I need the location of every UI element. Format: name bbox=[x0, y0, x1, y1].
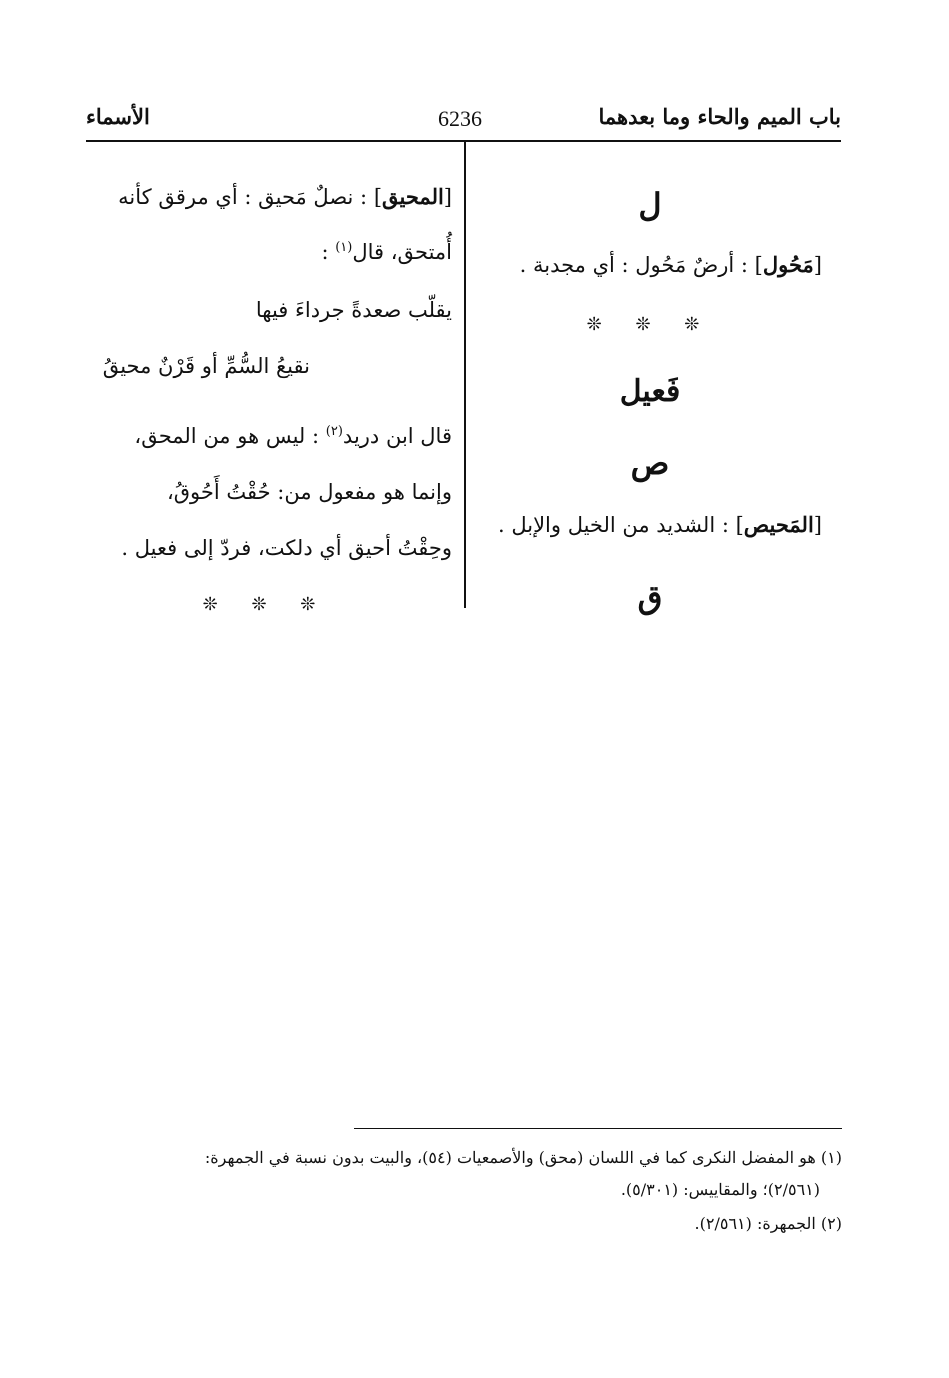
verse-line-2: نقيعُ السُّمِّ أو قَرْنٌ محيقُ bbox=[102, 354, 310, 378]
page-header bbox=[86, 104, 841, 140]
text-line: وحِقْتُ أحيق أي دلكت، فردّ إلى فعيل . bbox=[121, 536, 452, 560]
verse-line-1: يقلّب صعدةً جرداءَ فيها bbox=[255, 298, 452, 322]
form-heading: فَعيل bbox=[619, 374, 681, 409]
letter-sad-heading: ص bbox=[630, 444, 670, 482]
footnote-ref: (٢) bbox=[325, 424, 343, 439]
text-line bbox=[321, 240, 452, 264]
entry-mahiq: [المحيق] : نصلٌ مَحيق : أي مرقق كأنه bbox=[118, 184, 452, 209]
entry-headword: المحيق bbox=[382, 184, 444, 209]
footnote-2: (٢) الجمهرة: (٢/٥٦١). bbox=[694, 1214, 842, 1233]
entry-headword: المَحيص bbox=[743, 512, 814, 537]
footnote-1-cont: (٢/٥٦١)؛ والمقاييس: (٥/٣٠١). bbox=[620, 1180, 820, 1199]
entry-text: : الشديد من الخيل والإبل . bbox=[497, 513, 729, 537]
column-divider bbox=[464, 142, 466, 608]
entry-text: : أرضٌ مَحُول : أي مجدبة . bbox=[519, 253, 748, 277]
entry-text: : نصلٌ مَحيق : أي مرقق كأنه bbox=[118, 185, 368, 209]
footnote-rule bbox=[354, 1128, 842, 1129]
section-title: الأسماء bbox=[86, 104, 150, 129]
letter-lam-heading: ل bbox=[638, 186, 662, 224]
text-span: : bbox=[321, 240, 329, 264]
text-line bbox=[134, 424, 452, 448]
entry-headword: مَحُول bbox=[762, 252, 814, 277]
text-span: أُمتحق، قال bbox=[352, 240, 452, 264]
text-span: قال ابن دريد bbox=[342, 424, 452, 448]
footnote-ref: (١) bbox=[335, 240, 353, 255]
footnote-1: (١) هو المفضل النكرى كما في اللسان (محق) والأصمعيات (٥٤)، والبيت بدون نسبة في الجمهرة: bbox=[204, 1148, 842, 1167]
text-span: : ليس هو من المحق، bbox=[134, 424, 320, 448]
separator-stars: ❊ ❊ ❊ bbox=[586, 314, 714, 335]
letter-qaf-heading: ق bbox=[637, 578, 663, 616]
separator-stars: ❊ ❊ ❊ bbox=[202, 594, 330, 615]
text-line: وإنما هو مفعول من: حُقْتُ أَحُوقُ، bbox=[166, 480, 452, 504]
entry-mahees: [المَحيص] : الشديد من الخيل والإبل . bbox=[497, 512, 822, 537]
page-number: 6236 bbox=[438, 106, 482, 131]
entry-mahwal: [مَحُول] : أرضٌ مَحُول : أي مجدبة . bbox=[519, 252, 822, 277]
chapter-title: باب الميم والحاء وما بعدهما bbox=[598, 104, 841, 129]
